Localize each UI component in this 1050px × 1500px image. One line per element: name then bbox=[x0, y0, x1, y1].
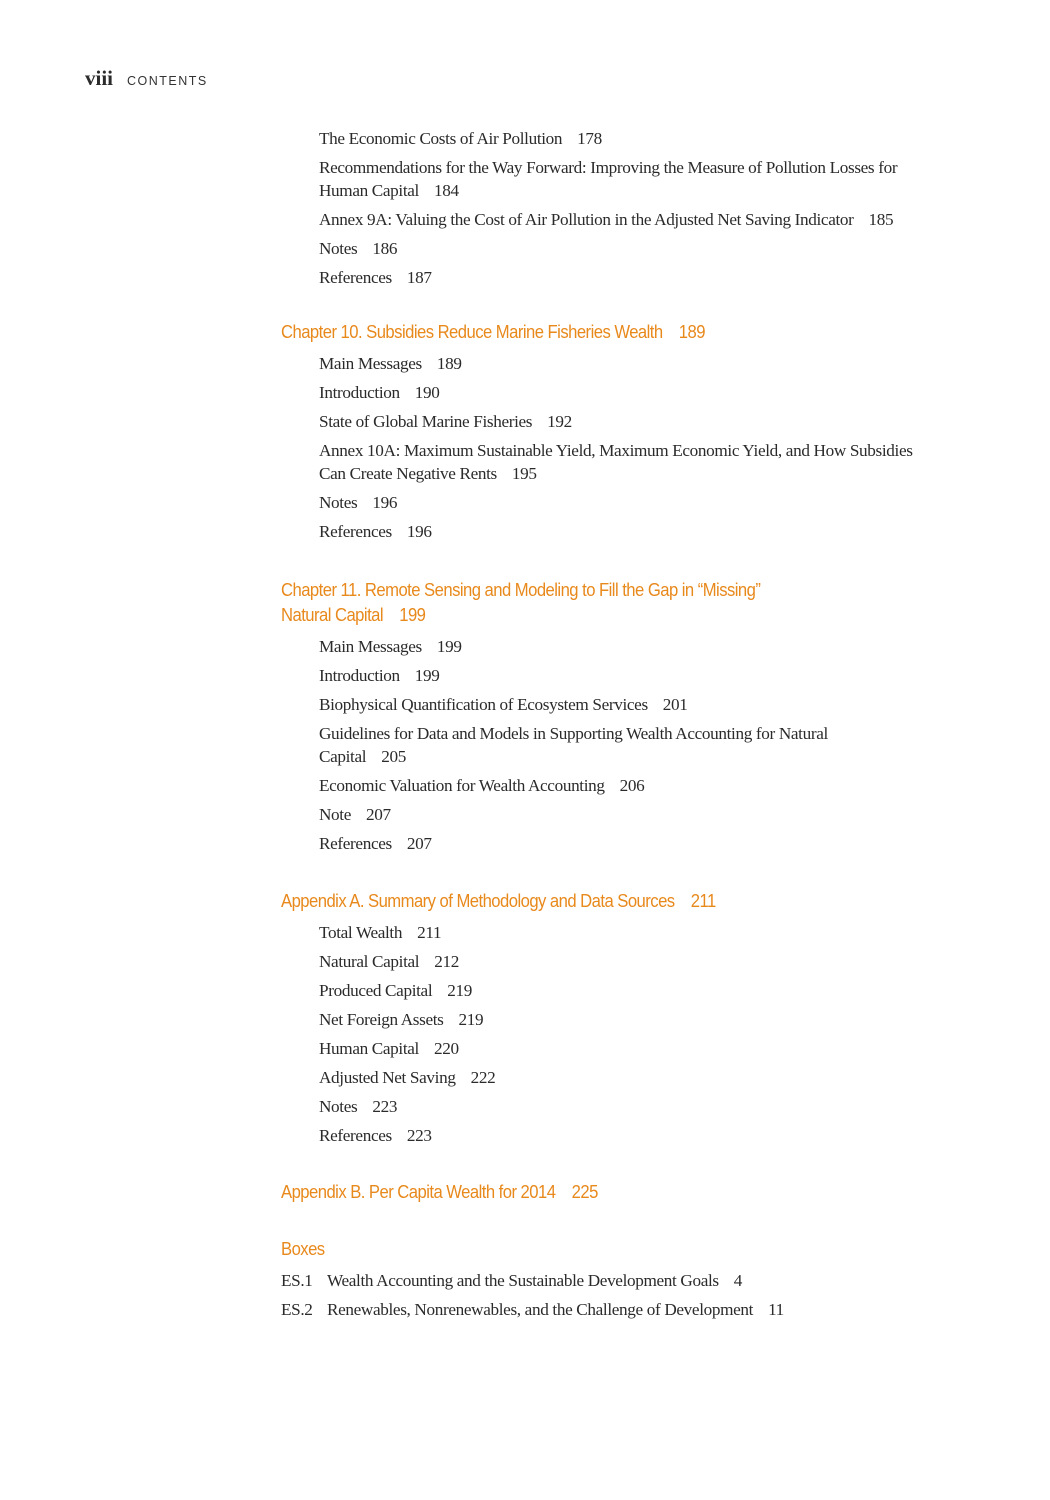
toc-entry[interactable]: Human Capital 220 bbox=[319, 1039, 459, 1058]
toc-entry[interactable]: Main Messages 189 bbox=[319, 354, 462, 373]
toc-entry[interactable]: The Economic Costs of Air Pollution 178 bbox=[319, 129, 602, 148]
page-number: viii bbox=[85, 66, 114, 90]
toc-entry[interactable]: Net Foreign Assets 219 bbox=[319, 1010, 484, 1029]
box-entry[interactable]: ES.1 Wealth Accounting and the Sustainable Development Goals 4 bbox=[281, 1271, 743, 1290]
toc-entry[interactable]: Notes 186 bbox=[319, 239, 398, 258]
chapter-11-section bbox=[281, 577, 941, 861]
toc-top-entries bbox=[281, 127, 941, 295]
toc-entry[interactable]: References 207 bbox=[319, 834, 432, 853]
toc-entry[interactable]: Biophysical Quantification of Ecosystem Services 201 bbox=[319, 695, 688, 714]
toc-entry[interactable]: Natural Capital 212 bbox=[319, 952, 459, 971]
toc-entry[interactable]: Notes 223 bbox=[319, 1097, 398, 1116]
chapter-10-section bbox=[281, 319, 941, 549]
running-head bbox=[85, 66, 208, 91]
toc-entry[interactable]: Annex 10A: Maximum Sustainable Yield, Maximum Economic Yield, and How Subsidies Can Create Negative Rents 195 bbox=[319, 441, 913, 483]
box-id: ES.1 bbox=[281, 1271, 313, 1290]
toc-entry[interactable]: Recommendations for the Way Forward: Improving the Measure of Pollution Losses for Human Capital 184 bbox=[319, 158, 898, 200]
chapter-10-heading[interactable]: Chapter 10. Subsidies Reduce Marine Fisheries Wealth 189 bbox=[281, 321, 705, 342]
toc-entry[interactable]: Adjusted Net Saving 222 bbox=[319, 1068, 496, 1087]
toc-entry[interactable]: State of Global Marine Fisheries 192 bbox=[319, 412, 572, 431]
box-entry[interactable]: ES.2 Renewables, Nonrenewables, and the Challenge of Development 11 bbox=[281, 1300, 784, 1319]
toc-entry[interactable]: Total Wealth 211 bbox=[319, 923, 442, 942]
toc-entry[interactable]: Main Messages 199 bbox=[319, 637, 462, 656]
appendix-b-section bbox=[281, 1179, 941, 1212]
boxes-section bbox=[281, 1236, 941, 1327]
toc-entry[interactable]: Guidelines for Data and Models in Supporting Wealth Accounting for Natural Capital 205 bbox=[319, 724, 828, 766]
toc-entry[interactable]: Introduction 190 bbox=[319, 383, 440, 402]
toc-entry[interactable]: Economic Valuation for Wealth Accounting 206 bbox=[319, 776, 645, 795]
boxes-heading: Boxes bbox=[281, 1238, 325, 1259]
chapter-11-heading[interactable]: Chapter 11. Remote Sensing and Modeling to Fill the Gap in “Missing” Natural Capital 199 bbox=[281, 579, 761, 625]
toc-entry[interactable]: Note 207 bbox=[319, 805, 391, 824]
section-label: CONTENTS bbox=[127, 74, 208, 88]
box-id: ES.2 bbox=[281, 1300, 313, 1319]
appendix-a-section bbox=[281, 888, 941, 1153]
toc-entry[interactable]: References 196 bbox=[319, 522, 432, 541]
toc-entry[interactable]: Produced Capital 219 bbox=[319, 981, 472, 1000]
toc-entry[interactable]: References 187 bbox=[319, 268, 432, 287]
toc-entry[interactable]: Notes 196 bbox=[319, 493, 398, 512]
appendix-a-heading[interactable]: Appendix A. Summary of Methodology and Data Sources 211 bbox=[281, 890, 716, 911]
toc-entry[interactable]: Annex 9A: Valuing the Cost of Air Pollution in the Adjusted Net Saving Indicator 185 bbox=[319, 210, 894, 229]
toc-entry[interactable]: Introduction 199 bbox=[319, 666, 440, 685]
appendix-b-heading[interactable]: Appendix B. Per Capita Wealth for 2014 225 bbox=[281, 1181, 598, 1202]
toc-entry[interactable]: References 223 bbox=[319, 1126, 432, 1145]
